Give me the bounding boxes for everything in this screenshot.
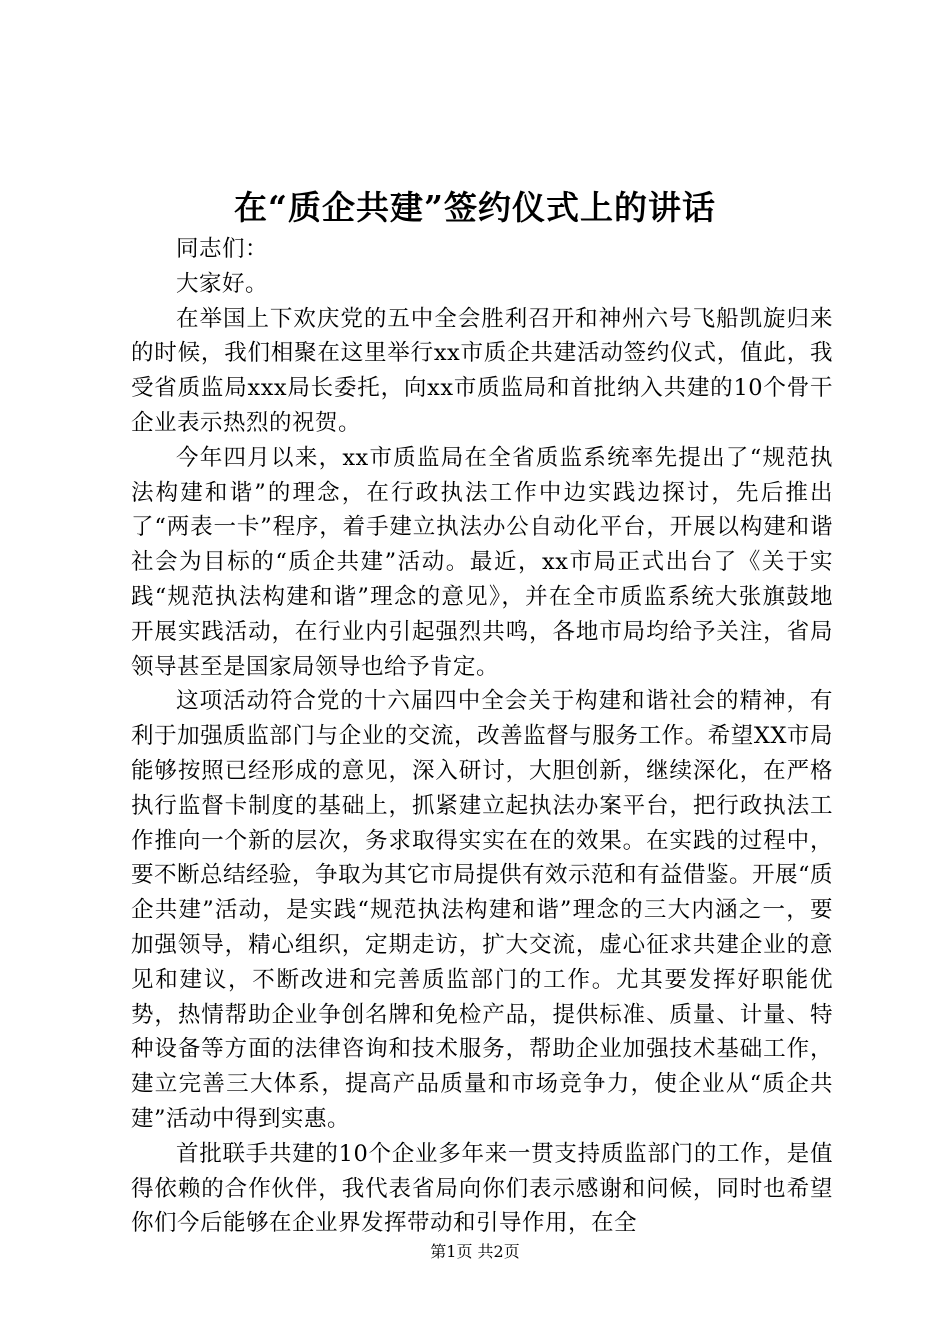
body-paragraph-4: 首批联手共建的10个企业多年来一贯支持质监部门的工作，是值得依赖的合作伙伴，我代表省局向你们表示感谢和问候，同时也希望你们今后能够在企业界发挥带动和引导作用，在全 [131, 1140, 833, 1237]
greeting: 大家好。 [176, 270, 269, 297]
document-title: 在“质企共建”签约仪式上的讲话 [234, 188, 716, 227]
body-paragraph-2: 今年四月以来，xx市质监局在全省质监系统率先提出了“规范执法构建和谐”的理念，在行政执法工作中边实践边探讨，先后推出了“两表一卡”程序，着手建立执法办公自动化平台，开展以构建和谐社会为目标的“质企共建”活动。最近，xx市局正式出台了《关于实践“规范执法构建和谐”理念的意见》，并在全市质监系统大张旗鼓地开展实践活动，在行业内引起强烈共鸣，各地市局均给予关注，省局领导甚至是国家局领导也给予肯定。 [131, 444, 833, 680]
page-number-footer: 第1页 共2页 [430, 1242, 520, 1261]
salutation: 同志们： [176, 236, 269, 262]
document-body [131, 232, 833, 1241]
body-paragraph-3: 这项活动符合党的十六届四中全会关于构建和谐社会的精神，有利于加强质监部门与企业的交流，改善监督与服务工作。希望XX市局能够按照已经形成的意见，深入研讨，大胆创新，继续深化，在严格执行监督卡制度的基础上，抓紧建立起执法办案平台，把行政执法工作推向一个新的层次，务求取得实实在在的效果。在实践的过程中，要不断总结经验，争取为其它市局提供有效示范和有益借鉴。开展“质企共建”活动，是实践“规范执法构建和谐”理念的三大内涵之一，要加强领导，精心组织，定期走访，扩大交流，虚心征求共建企业的意见和建议，不断改进和完善质监部门的工作。尤其要发挥好职能优势，热情帮助企业争创名牌和免检产品，提供标准、质量、计量、特种设备等方面的法律咨询和技术服务，帮助企业加强技术基础工作，建立完善三大体系，提高产品质量和市场竞争力，使企业从“质企共建”活动中得到实惠。 [131, 688, 834, 1132]
body-paragraph-1: 在举国上下欢庆党的五中全会胜利召开和神州六号飞船凯旋归来的时候，我们相聚在这里举行xx市质企共建活动签约仪式，值此，我受省质监局xxx局长委托，向xx市质监局和首批纳入共建的10个骨干企业表示热烈的祝贺。 [131, 305, 833, 436]
